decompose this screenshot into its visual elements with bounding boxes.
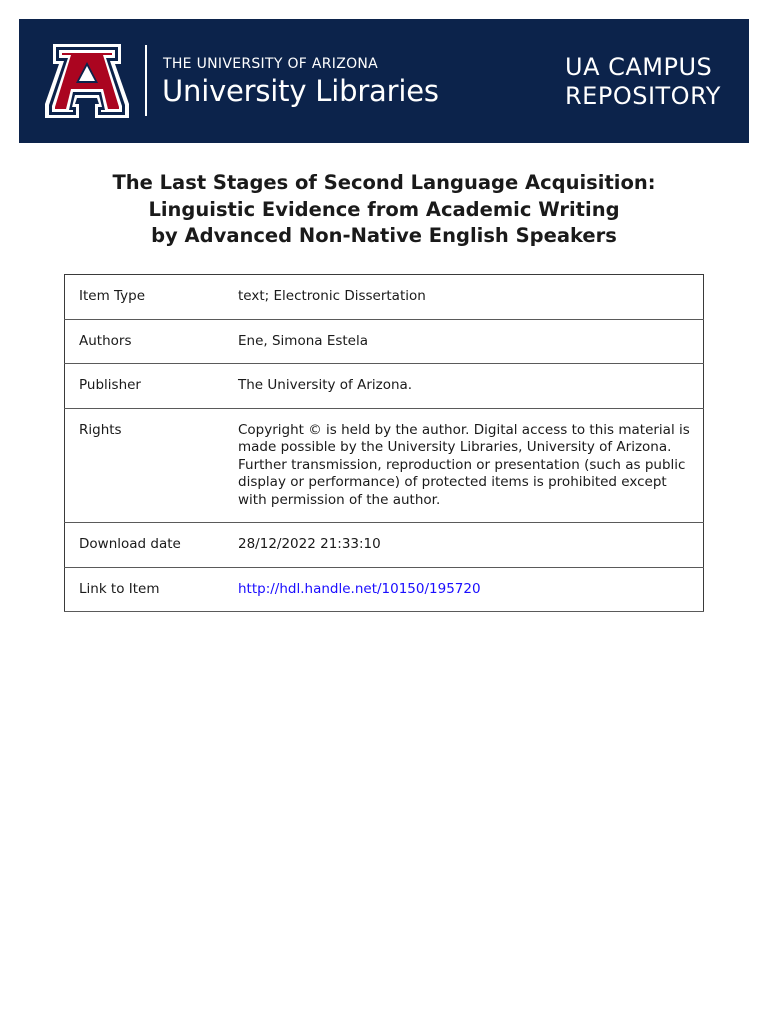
publisher-label: Publisher	[65, 364, 239, 409]
authors-value: Ene, Simona Estela	[238, 319, 704, 364]
table-row	[65, 408, 704, 523]
link-to-item-cell	[238, 567, 704, 612]
publisher-value: The University of Arizona.	[238, 364, 704, 409]
university-logo-icon	[45, 44, 129, 118]
table-row	[65, 319, 704, 364]
table-row	[65, 275, 704, 320]
document-title	[64, 170, 704, 250]
item-type-label: Item Type	[65, 275, 239, 320]
rights-value: Copyright © is held by the author. Digital access to this material is made possible by the University Libraries, University of Arizona. Further transmission, reproduction or presentation (such as public display or performance) of protected items is prohibited except with permission of the author.	[238, 408, 704, 523]
rights-label: Rights	[65, 408, 239, 523]
repository-name	[565, 53, 721, 111]
authors-label: Authors	[65, 319, 239, 364]
university-name: THE UNIVERSITY OF ARIZONA	[163, 56, 379, 72]
header-banner	[19, 19, 749, 143]
download-date-value: 28/12/2022 21:33:10	[238, 523, 704, 568]
table-row	[65, 364, 704, 409]
link-to-item-label: Link to Item	[65, 567, 239, 612]
title-line-2: Linguistic Evidence from Academic Writing	[148, 197, 620, 221]
table-row	[65, 523, 704, 568]
title-line-3: by Advanced Non-Native English Speakers	[151, 224, 617, 247]
item-type-value: text; Electronic Dissertation	[238, 275, 704, 320]
download-date-label: Download date	[65, 523, 239, 568]
metadata-table	[64, 274, 704, 612]
table-row	[65, 567, 704, 612]
repository-line2: REPOSITORY	[565, 82, 721, 110]
logo-divider	[145, 45, 147, 116]
title-line-1: The Last Stages of Second Language Acquisition:	[112, 171, 656, 194]
libraries-name: University Libraries	[162, 74, 439, 108]
repository-line1: UA CAMPUS	[565, 53, 713, 81]
item-link[interactable]: http://hdl.handle.net/10150/195720	[238, 580, 481, 597]
